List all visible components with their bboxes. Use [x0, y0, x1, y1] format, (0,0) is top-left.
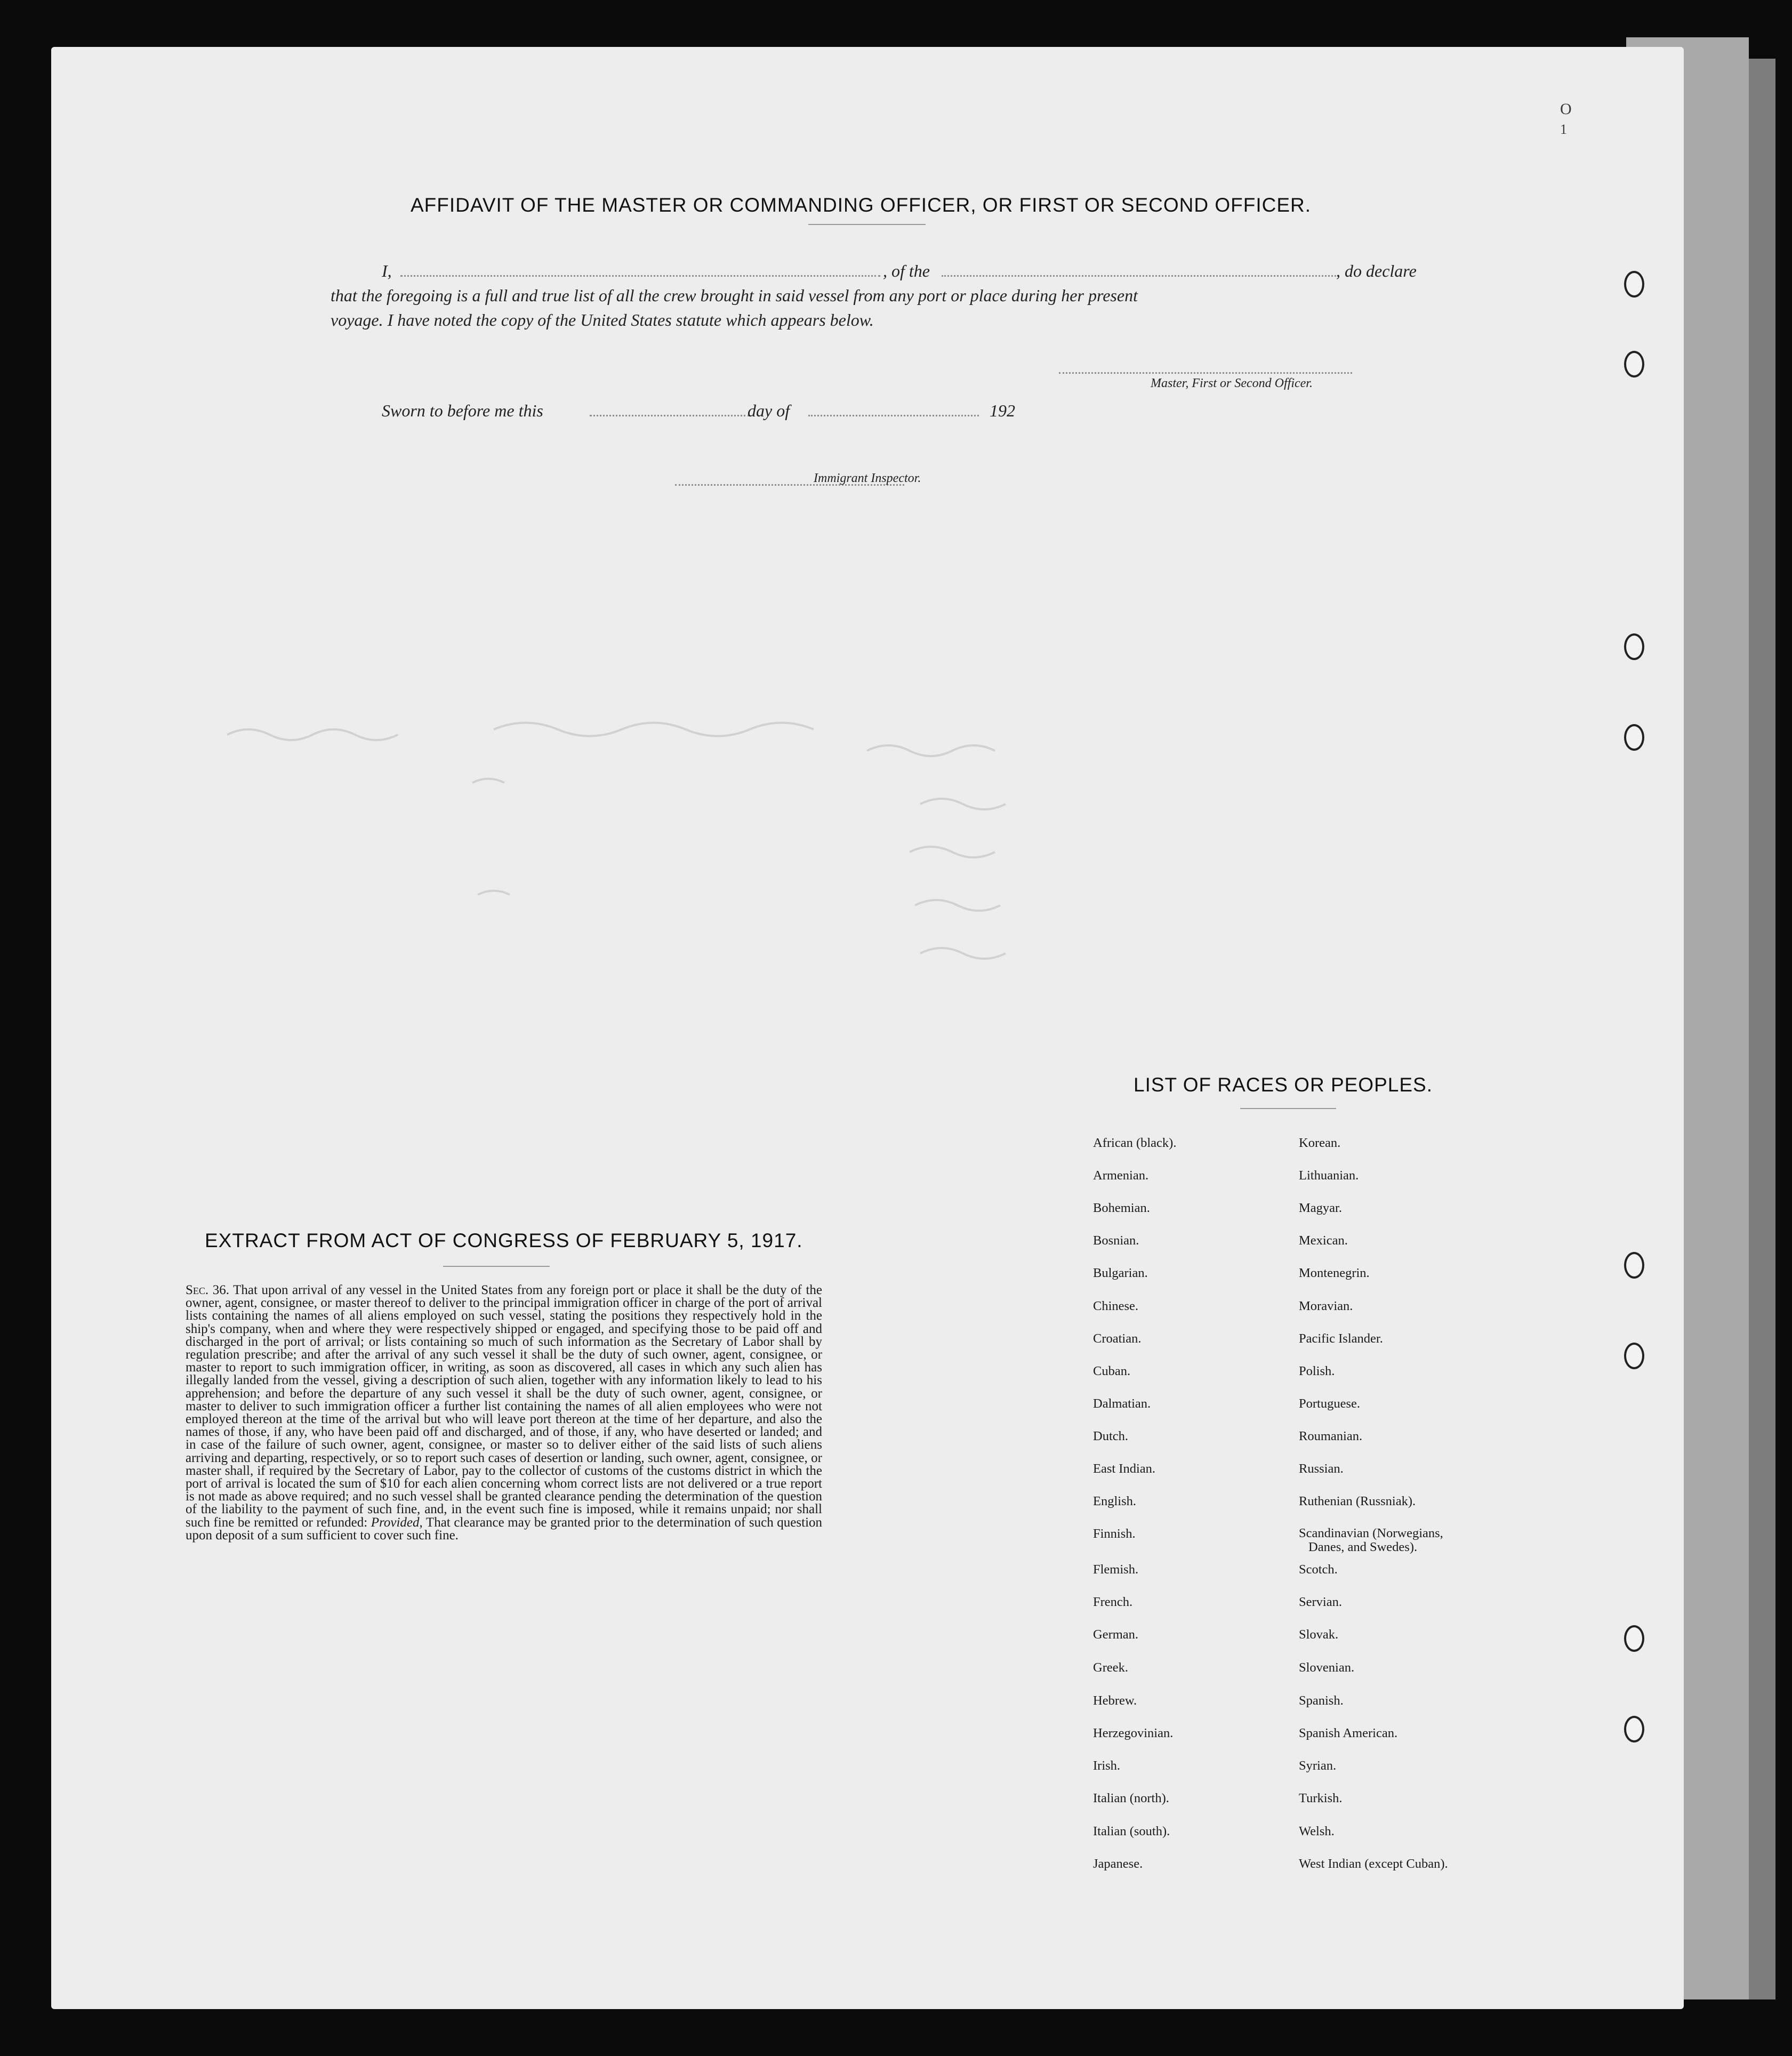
race-item: African (black).	[1093, 1136, 1177, 1150]
name-blank-line	[400, 275, 880, 277]
race-item: Ruthenian (Russniak).	[1299, 1494, 1416, 1508]
race-item: Cuban.	[1093, 1364, 1131, 1378]
punch-hole	[1624, 633, 1644, 660]
bleed-through-handwriting	[227, 719, 1080, 1007]
race-item: Bohemian.	[1093, 1201, 1150, 1215]
affidavit-line-3: voyage. I have noted the copy of the United States statute which appears below.	[331, 310, 874, 330]
race-item: German.	[1093, 1627, 1139, 1642]
race-item: Croatian.	[1093, 1331, 1142, 1346]
punch-hole	[1624, 1625, 1644, 1652]
race-item: Turkish.	[1299, 1791, 1343, 1805]
race-item: Japanese.	[1093, 1857, 1143, 1871]
race-item: Servian.	[1299, 1595, 1342, 1609]
race-item: Chinese.	[1093, 1299, 1139, 1313]
races-rule	[1240, 1108, 1336, 1109]
race-item: Italian (south).	[1093, 1824, 1170, 1838]
punch-hole	[1624, 351, 1644, 378]
affidavit-i: I,	[382, 261, 392, 280]
race-item: Hebrew.	[1093, 1693, 1137, 1708]
vessel-blank-line	[942, 275, 1336, 277]
race-item: Scandinavian (Norwegians,	[1299, 1526, 1443, 1540]
sworn-day-of: day of	[748, 401, 790, 420]
inspector-label: Immigrant Inspector.	[814, 471, 921, 485]
punch-hole	[1624, 271, 1644, 298]
race-item: Spanish American.	[1299, 1726, 1398, 1740]
race-item: French.	[1093, 1595, 1133, 1609]
race-item: Welsh.	[1299, 1824, 1335, 1838]
punch-hole	[1624, 1252, 1644, 1279]
race-item: Bosnian.	[1093, 1233, 1139, 1248]
extract-rule	[443, 1266, 550, 1267]
race-item: Herzegovinian.	[1093, 1726, 1174, 1740]
race-item: Roumanian.	[1299, 1429, 1363, 1443]
affidavit-title: AFFIDAVIT OF THE MASTER OR COMMANDING OFFICER, OR FIRST OR SECOND OFFICER.	[411, 194, 1312, 216]
races-title: LIST OF RACES OR PEOPLES.	[1134, 1074, 1433, 1096]
title-rule	[808, 224, 926, 225]
race-item: West Indian (except Cuban).	[1299, 1857, 1448, 1871]
race-item: Bulgarian.	[1093, 1266, 1148, 1280]
race-item: Finnish.	[1093, 1527, 1136, 1541]
race-item: Pacific Islander.	[1299, 1331, 1383, 1346]
page-number-mark: 1	[1560, 122, 1567, 137]
race-item: Irish.	[1093, 1758, 1121, 1773]
race-item: Portuguese.	[1299, 1396, 1360, 1411]
race-item: Syrian.	[1299, 1758, 1337, 1773]
race-item: Dalmatian.	[1093, 1396, 1151, 1411]
affidavit-line-2: that the foregoing is a full and true list of all the crew brought in said vessel from any port or place during her present	[331, 286, 1138, 305]
sworn-text: Sworn to before me this	[382, 401, 543, 420]
race-item: East Indian.	[1093, 1461, 1156, 1476]
affidavit-do-declare: , do declare	[1336, 261, 1417, 280]
race-item: Lithuanian.	[1299, 1168, 1359, 1183]
punch-hole	[1624, 1716, 1644, 1742]
race-item: Italian (north).	[1093, 1791, 1169, 1805]
extract-title: EXTRACT FROM ACT OF CONGRESS OF FEBRUARY 5, 1917.	[205, 1230, 803, 1251]
race-item: English.	[1093, 1494, 1136, 1508]
punch-hole	[1624, 724, 1644, 751]
race-item-scandinavian	[1299, 1527, 1491, 1554]
sworn-month-blank	[808, 415, 979, 416]
statute-text	[186, 1284, 822, 1542]
race-item: Armenian.	[1093, 1168, 1149, 1183]
race-item: Greek.	[1093, 1660, 1128, 1675]
race-item: Flemish.	[1093, 1562, 1139, 1577]
race-item: Mexican.	[1299, 1233, 1348, 1248]
race-item: Scotch.	[1299, 1562, 1338, 1577]
race-item-continued: Danes, and Swedes).	[1308, 1540, 1418, 1554]
statute-body: That upon arrival of any vessel in the United States from any foreign port or place it shall be the duty of the owner, agent, consignee, or master thereof to deliver to the principal immigration officer in charge of the port of arrival lists containing the names of all aliens employed on such vessel, stating the positions they respectively hold in the ship's company, when and where they were respectively shipped or engaged, and specifying those to be paid off and discharged in the port of arrival; or lists containing so much of such information as the Secretary of Labor shall by regulation prescribe; and after the arrival of any such vessel it shall be the duty of such owner, agent, consignee, or master to report to such immigration officer, in writing, as soon as discovered, all cases in which any such alien has illegally landed from the vessel, giving a description of such alien, together with any information likely to lead to his apprehension; and before the departure of any such vessel it shall be the duty of such owner, agent, consignee, or master to deliver to such immigration officer a further list containing the names of all alien employees who were not employed thereon at the time of the arrival but who will leave port thereon at the time of her departure, and also the names of those, if any, who have been paid off and discharged, and of those, if any, who have deserted or landed; and in case of the failure of such owner, agent, consignee, or master so to deliver either of the said lists of such aliens arriving and departing, respectively, or so to report such cases of desertion or landing, such owner, agent, consignee, or master shall, if required by the Secretary of Labor, pay to the collector of customs of the customs district in which the port of arrival is located the sum of $10 for each alien concerning whom correct lists are not delivered or a true report is not made as above required; and no such vessel shall be granted clearance pending the determination of the question of the liability to the payment of such fine, and, in the event such fine is imposed, while it remains unpaid; nor shall such fine be remitted or refunded:	[186, 1283, 822, 1530]
race-item: Korean.	[1299, 1136, 1341, 1150]
affidavit-of-the: , of the	[883, 261, 930, 280]
race-item: Slovenian.	[1299, 1660, 1355, 1675]
race-item: Moravian.	[1299, 1299, 1353, 1313]
sworn-day-blank	[590, 415, 750, 416]
provided-word: Provided,	[371, 1515, 423, 1530]
punch-hole	[1624, 1343, 1644, 1369]
corner-mark: O	[1560, 100, 1572, 118]
race-item: Spanish.	[1299, 1693, 1344, 1708]
sworn-year: 192	[990, 401, 1015, 420]
statute-body-end: That clearance may be granted prior to the determination of such question upon deposit of a sum sufficient to cover such fine.	[186, 1515, 823, 1543]
race-item: Polish.	[1299, 1364, 1335, 1378]
race-item: Russian.	[1299, 1461, 1344, 1476]
race-item: Slovak.	[1299, 1627, 1339, 1642]
master-signature-label: Master, First or Second Officer.	[1151, 376, 1313, 390]
section-label: Sec. 36.	[186, 1283, 229, 1297]
document-page	[51, 47, 1684, 2009]
race-item: Dutch.	[1093, 1429, 1128, 1443]
race-item: Montenegrin.	[1299, 1266, 1370, 1280]
race-item: Magyar.	[1299, 1201, 1342, 1215]
master-signature-line	[1059, 372, 1352, 374]
